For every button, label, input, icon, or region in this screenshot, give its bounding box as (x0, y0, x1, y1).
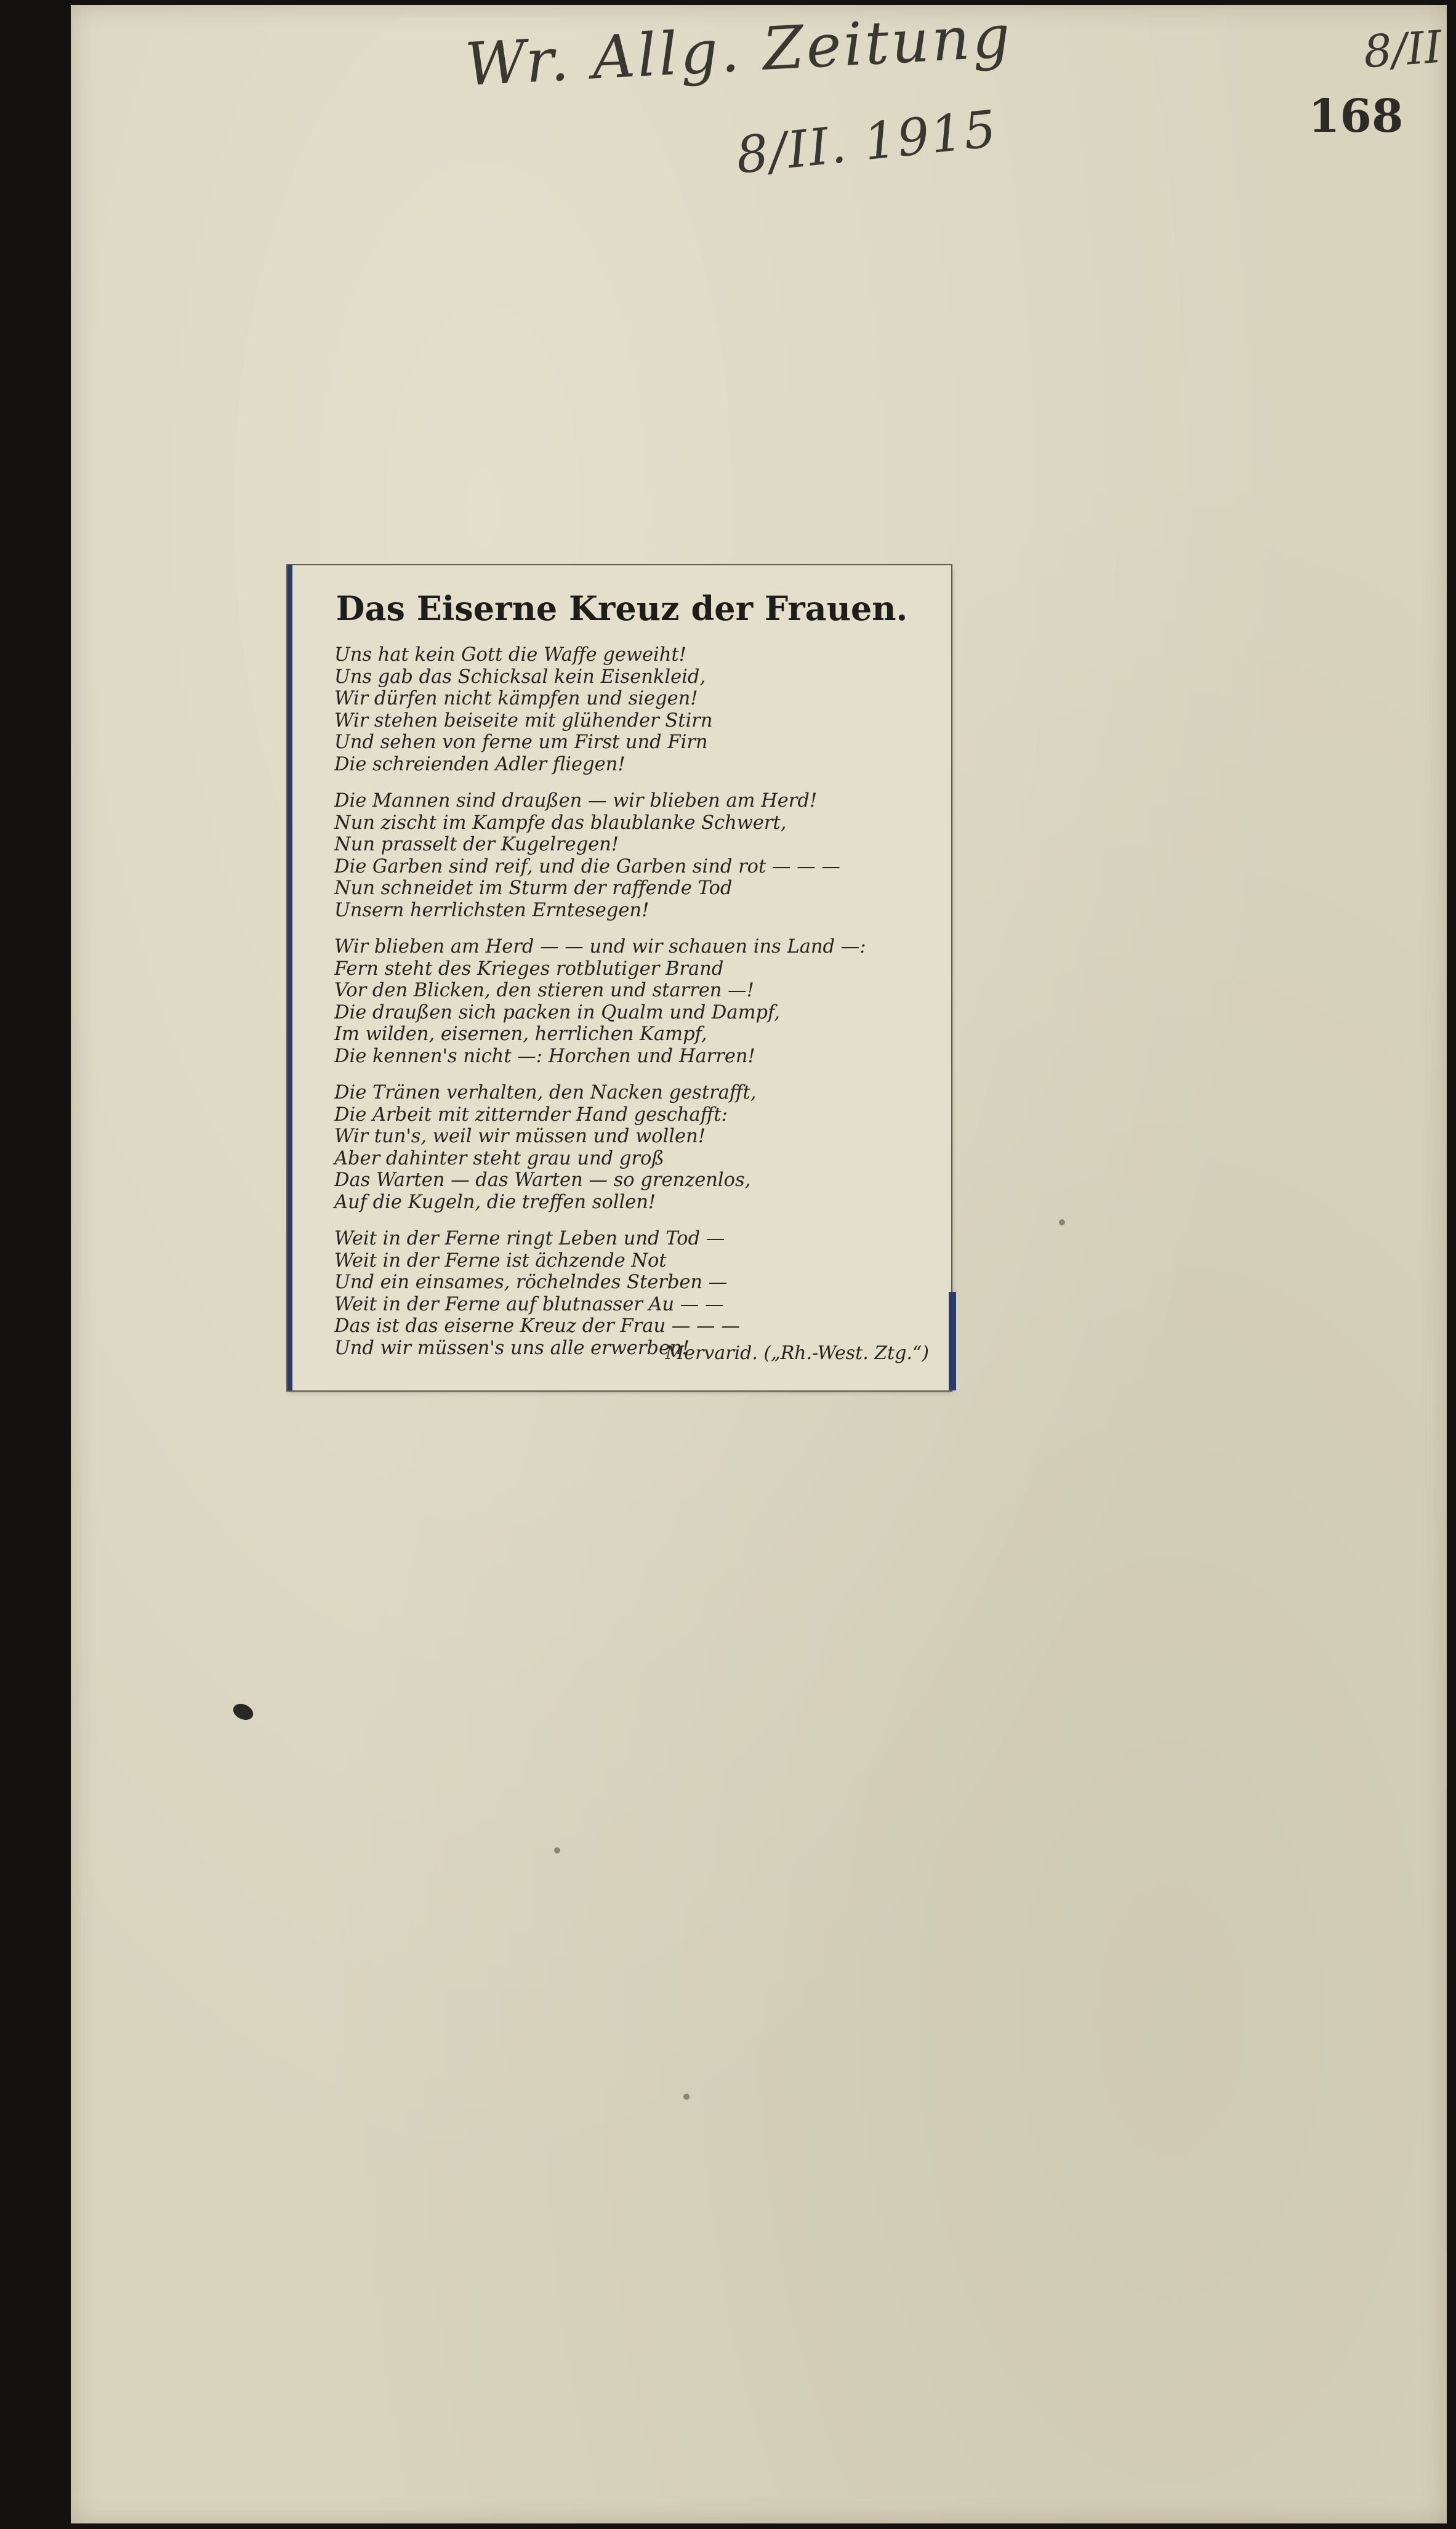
poem-line: Weit in der Ferne ringt Leben und Tod — (334, 1228, 725, 1249)
poem-line: Uns hat kein Gott die Waffe geweiht! (334, 644, 686, 666)
poem-stanza (334, 1082, 938, 1213)
poem-line: Aber dahinter steht grau und groß (334, 1147, 664, 1169)
poem-line: Weit in der Ferne ist ächzende Not (334, 1249, 667, 1272)
poem-line: Und sehen von ferne um First und Firn (334, 732, 708, 753)
poem-line: Und ein einsames, röchelndes Sterben — (334, 1272, 728, 1293)
newspaper-clipping (288, 565, 951, 1390)
poem-stanza (334, 644, 938, 775)
poem-line: Die Tränen verhalten, den Nacken gestrafft, (334, 1082, 757, 1103)
paper-speck (554, 1847, 560, 1853)
poem-line: Wir tun's, weil wir müssen und wollen! (334, 1126, 706, 1147)
poem-line: Die Arbeit mit zitternder Hand geschafft: (334, 1103, 728, 1126)
poem-line: Wir dürfen nicht kämpfen und siegen! (334, 688, 698, 709)
poem-stanza (334, 936, 938, 1067)
poem-line: Fern steht des Krieges rotblutiger Brand (334, 958, 724, 980)
poem-line: Nun prasselt der Kugelregen! (334, 834, 619, 855)
folio-number: 168 (1308, 90, 1404, 143)
poem-stanza (334, 790, 938, 921)
poem-line: Das Warten — das Warten — so grenzenlos, (334, 1169, 751, 1191)
poem-line: Die Mannen sind draußen — wir blieben am Herd! (334, 790, 818, 812)
poem-stanza (334, 1228, 938, 1359)
handwritten-date-note: 8/II. 1915 (733, 100, 1000, 185)
poem-line: Wir stehen beiseite mit glühender Stirn (334, 709, 713, 732)
poem-line: Die draußen sich packen in Qualm und Dampf, (334, 1001, 780, 1023)
poem-line: Im wilden, eisernen, herrlichen Kampf, (334, 1023, 707, 1045)
poem-line: Die schreienden Adler fliegen! (334, 753, 625, 775)
handwritten-source-note: Wr. Allg. Zeitung (463, 1, 1015, 100)
poem-line: Vor den Blicken, den stieren und starren —! (334, 980, 754, 1001)
poem-line: Wir blieben am Herd — — und wir schauen ins Land —: (334, 936, 866, 958)
paper-speck (1059, 1219, 1065, 1225)
poem-line: Auf die Kugeln, die treffen sollen! (334, 1191, 656, 1213)
poem-line: Nun zischt im Kampfe das blaublanke Schwert, (334, 812, 787, 834)
poem-body (334, 644, 938, 1374)
poem-line: Und wir müssen's uns alle erwerben! (334, 1337, 690, 1359)
poem-title: Das Eiserne Kreuz der Frauen. (336, 589, 908, 628)
poem-line: Weit in der Ferne auf blutnasser Au — — (334, 1293, 724, 1315)
paper-speck (683, 2094, 690, 2100)
poem-line: Die Garben sind reif, und die Garben sind rot — — — (334, 855, 840, 877)
poem-line: Das ist das eiserne Kreuz der Frau — — — (334, 1315, 740, 1337)
poem-line: Unsern herrlichsten Erntesegen! (334, 899, 650, 921)
handwritten-corner-note: 8/II (1362, 20, 1444, 78)
poem-line: Die kennen's nicht —: Horchen und Harren! (334, 1045, 755, 1067)
poem-author: Mervarid. („Rh.-West. Ztg.“) (665, 1342, 929, 1364)
clipping-edge-mark (949, 1292, 956, 1390)
poem-line: Nun schneidet im Sturm der raffende Tod (334, 877, 733, 899)
poem-line: Uns gab das Schicksal kein Eisenkleid, (334, 666, 706, 688)
